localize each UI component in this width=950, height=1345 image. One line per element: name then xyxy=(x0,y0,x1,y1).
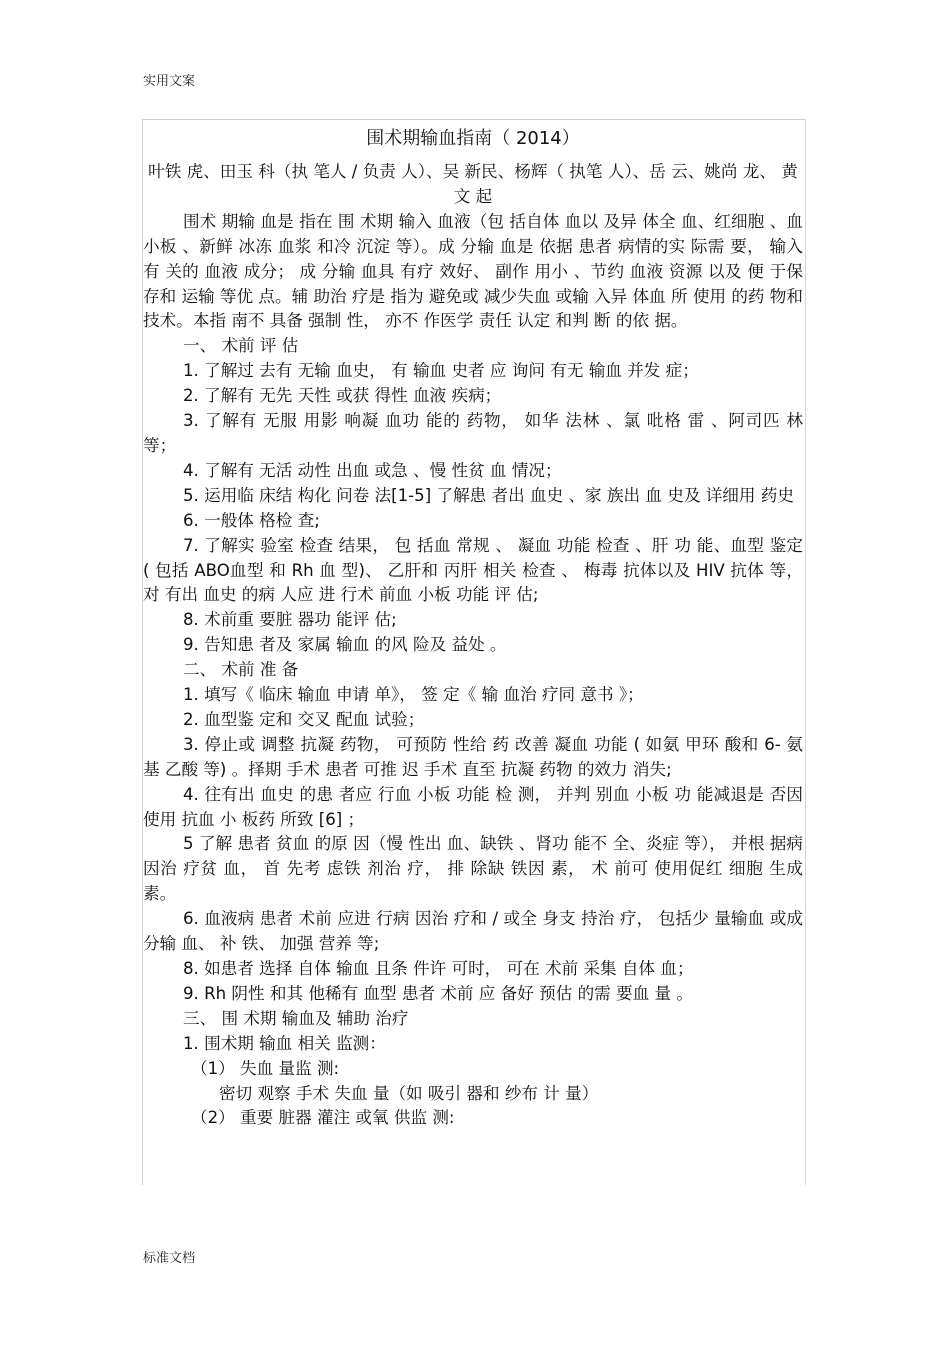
list-item: 8. 如患者 选择 自体 输血 且条 件许 可时， 可在 术前 采集 自体 血； xyxy=(183,959,694,978)
list-item: 6. 血液病 患者 术前 应进 行病 因治 疗和 / 或全 身支 持治 疗， 包括少 量输血 或成 分输 血、 补 铁、 加强 营养 等; xyxy=(143,909,803,954)
list-item: 4. 往有出 血史 的患 者应 行血 小板 功能 检 测， 并判 别血 小板 功 能减退是 否因 使用 抗血 小 板药 所致 [6] ； xyxy=(143,784,803,829)
author-line: 叶铁 虎、田玉 科（执 笔人 / 负责 人）、吴 新民、杨辉（ 执笔 人）、岳 云、姚尚 龙、 黄文 起 xyxy=(148,162,798,206)
sub-item-text: 密切 观察 手术 失血 量（如 吸引 器和 纱布 计 量） xyxy=(219,1083,599,1103)
section-heading-preop-preparation: 二、 术前 准 备 xyxy=(183,660,299,680)
section-heading-preop-assessment: 一、 术前 评 估 xyxy=(183,336,299,356)
list-item: 6. 一般体 格检 查; xyxy=(183,510,320,530)
page-footer-label: 标准文档 xyxy=(143,1251,196,1266)
section-heading-periop-transfusion: 三、 围 术期 输血及 辅助 治疗 xyxy=(183,1008,409,1028)
document-body xyxy=(143,124,803,1131)
list-item: 8. 术前重 要脏 器功 能评 估; xyxy=(183,610,397,630)
list-item: 5. 运用临 床结 构化 问卷 法[1-5] 了解患 者出 血史 、家 族出 血 史及 详细用 药史 xyxy=(183,485,794,505)
list-item: 3. 停止或 调整 抗凝 药物， 可预防 性给 药 改善 凝血 功能 ( 如氨 甲环 酸和 6- 氨基 乙酸 等) 。择期 手术 患者 可推 迟 手术 直至 抗凝 药物 的效力 消失; xyxy=(143,734,803,779)
list-item: 4. 了解有 无活 动性 出血 或急 、慢 性贫 血 情况； xyxy=(183,460,562,480)
list-item: 1. 围术期 输血 相关 监测： xyxy=(183,1033,386,1053)
list-item: 9. 告知患 者及 家属 输血 的风 险及 益处 。 xyxy=(183,635,507,655)
list-item: 7. 了解实 验室 检查 结果， 包 括血 常规 、 凝血 功能 检查 、肝 功 能、血型 鉴定 ( 包括 ABO血型 和 Rh 血 型)、 乙肝和 丙肝 相关 检查 、 梅毒 抗体以及 HIV 抗体 等， 对 有出 血史 的病 人应 进 行术 前血 小板 功能 评 估; xyxy=(143,535,803,605)
document-title: 围术期输血指南（ 2014） xyxy=(366,128,580,149)
sub-heading-blood-loss: （1） 失血 量监 测: xyxy=(191,1058,340,1078)
list-item: 5 了解 患者 贫血 的原 因（慢 性出 血、缺铁 、肾功 能不 全、炎症 等）， 并根 据病 因治 疗贫 血， 首 先考 虑铁 剂治 疗， 排 除缺 铁因 素， 术 前可 使用促红 细胞 生成 素。 xyxy=(143,834,803,904)
list-item: 1. 填写《 临床 输血 申请 单》， 签 定《 输 血治 疗同 意书 》； xyxy=(183,685,644,705)
page-header-label: 实用文案 xyxy=(143,74,196,89)
list-item: 3. 了解有 无服 用影 响凝 血功 能的 药物， 如华 法林 、氯 吡格 雷 、阿司匹 林等； xyxy=(143,411,803,455)
list-item: 2. 血型鉴 定和 交叉 配血 试验； xyxy=(183,709,425,729)
list-item: 1. 了解过 去有 无输 血史， 有 输血 史者 应 询问 有无 输血 并发 症； xyxy=(183,361,699,381)
intro-paragraph: 围术 期输 血是 指在 围 术期 输入 血液（包 括自体 血以 及异 体全 血、红细胞 、血 小板 、新鲜 冰冻 血浆 和冷 沉淀 等）。成 分输 血是 依据 患者 病情的实 际需 要， 输入有 关的 血液 成分； 成 分输 血具 有疗 效好、 副作 用小 、节约 血液 资源 以及 便 于保 存和 运输 等优 点。辅 助治 疗是 指为 避免或 减少失血 或输 入异 体血 所 使用 的药 物和 技术。本指 南不 具备 强制 性， 亦不 作医学 责任 认定 和判 断 的依 据。 xyxy=(143,211,803,331)
list-item: 9. Rh 阴性 和其 他稀有 血型 患者 术前 应 备好 预估 的需 要血 量 。 xyxy=(183,983,693,1003)
sub-heading-organ-perfusion: （2） 重要 脏器 灌注 或氧 供监 测: xyxy=(191,1108,455,1128)
list-item: 2. 了解有 无先 天性 或获 得性 血液 疾病； xyxy=(183,386,502,406)
